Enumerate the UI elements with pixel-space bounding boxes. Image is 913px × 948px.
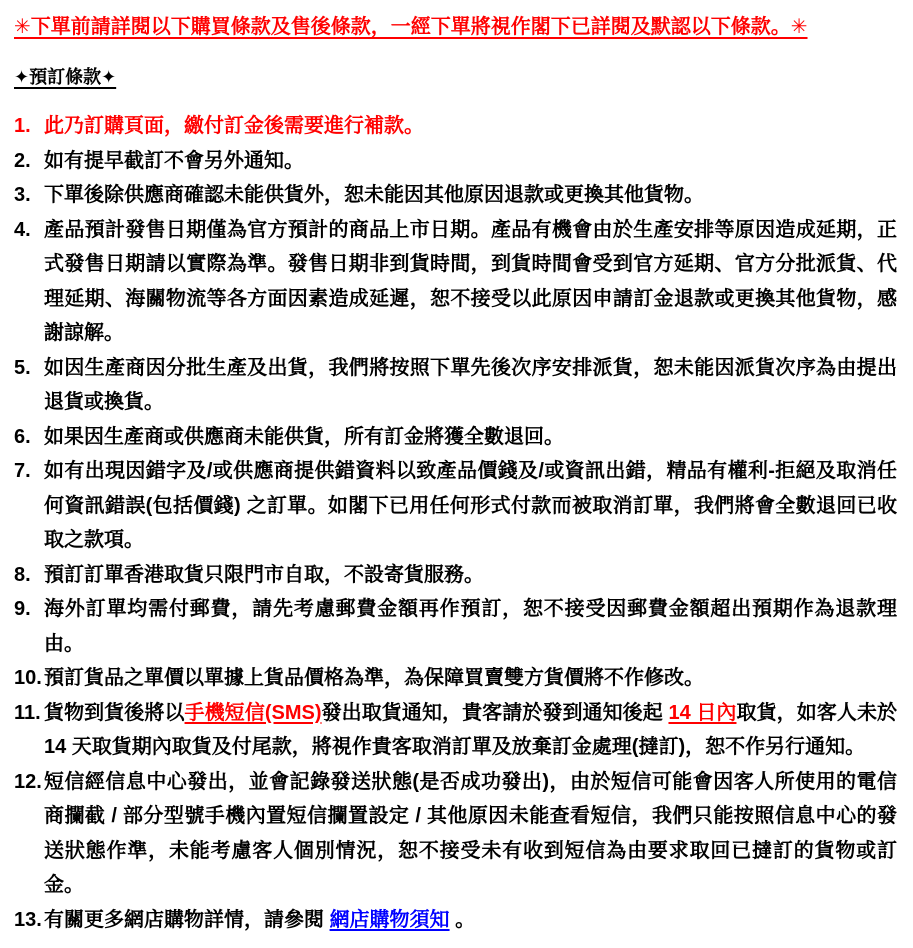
- store-shopping-notice-link[interactable]: 網店購物須知: [329, 908, 450, 931]
- term-text-segment: 預訂訂單香港取貨只限門市自取，不設寄貨服務。: [44, 563, 484, 586]
- term-text: [44, 702, 897, 759]
- term-item-8: [14, 558, 897, 593]
- term-text-segment: 產品預計發售日期僅為官方預計的商品上市日期。產品有機會由於生產安排等原因造成延期，正式發售日期請以實際為準。發售日期非到貨時間，到貨時間會受到官方延期、官方分批派貨、代理延期、海關物流等各方面因素造成延遲，恕不接受以此原因申請訂金退款或更換其他貨物，感謝諒解。: [44, 218, 897, 344]
- term-item-2: [14, 144, 897, 179]
- term-item-3: [14, 178, 897, 213]
- term-item-9: [14, 592, 897, 661]
- term-text: [44, 219, 897, 345]
- term-number: 9.: [14, 598, 31, 620]
- term-number: 2.: [14, 149, 31, 172]
- term-item-4: [14, 213, 897, 351]
- term-text-segment: 此乃訂購頁面，繳付訂金後需要進行補款。: [44, 115, 424, 137]
- term-text: [44, 115, 424, 137]
- term-item-11: [14, 696, 897, 765]
- term-text: [44, 667, 704, 689]
- term-text-segment: 取貨，如客人未於 14 天取貨期內取貨及付尾款，將視作貴客取消訂單及放棄訂金處理(撻訂)，恕不作另行通知。: [44, 701, 898, 758]
- term-text: [44, 357, 897, 414]
- term-text: [44, 564, 484, 586]
- term-text-segment: 發出取貨通知，貴客請於發到通知後起: [321, 701, 669, 724]
- term-item-5: [14, 351, 897, 420]
- term-number: 6.: [14, 425, 31, 448]
- term-text-segment: 如有出現因錯字及/或供應商提供錯資料以致產品價錢及/或資訊出錯，精品有權利-拒絕及取消任何資訊錯誤(包括價錢) 之訂單。如閣下已用任何形式付款而被取消訂單，我們將會全數退回已收取之款項。: [44, 460, 897, 551]
- term-number: 3.: [14, 184, 31, 206]
- term-item-13: [14, 903, 897, 938]
- section-header-preorder-terms: ✦預訂條款✦: [14, 67, 117, 87]
- term-text-segment: 貨物到貨後將以: [44, 701, 185, 724]
- term-text: [44, 150, 304, 172]
- term-number: 12.: [14, 770, 42, 793]
- term-text-segment: 下單後除供應商確認未能供貨外，恕未能因其他原因退款或更換其他貨物。: [44, 184, 704, 206]
- term-item-6: [14, 420, 897, 455]
- term-number: 10.: [14, 667, 42, 689]
- term-text-segment: 短信經信息中心發出，並會記錄發送狀態(是否成功發出)，由於短信可能會因客人所使用的電信商攔截 / 部分型號手機內置短信攔置設定 / 其他原因未能查看短信，我們只能按照信息中心的發送狀態作準，未能考慮客人個別情況，恕不接受未有收到短信為由要求取回已撻訂的貨物或訂金。: [44, 770, 897, 896]
- term-item-7: [14, 454, 897, 558]
- term-number: 4.: [14, 218, 31, 241]
- term-text-segment: 如因生產商因分批生產及出貨，我們將按照下單先後次序安排派貨，恕未能因派貨次序為由提出退貨或換貨。: [44, 356, 897, 413]
- term-text: [44, 771, 897, 897]
- term-text: [44, 426, 564, 448]
- term-number: 7.: [14, 460, 31, 482]
- term-text: [44, 460, 897, 551]
- term-text-segment: 。: [449, 908, 476, 931]
- highlight-red-underline: 14 日內: [668, 701, 737, 724]
- term-number: 13.: [14, 908, 42, 931]
- term-item-1: [14, 109, 897, 144]
- term-text: [44, 598, 897, 655]
- term-text: [44, 184, 704, 206]
- term-text-segment: 有關更多網店購物詳情，請參閱: [44, 908, 330, 931]
- term-number: 1.: [14, 115, 31, 137]
- term-number: 11.: [14, 701, 41, 724]
- terms-list: [14, 109, 897, 937]
- term-text-segment: 如有提早截訂不會另外通知。: [44, 149, 304, 172]
- term-item-12: [14, 765, 897, 903]
- term-number: 8.: [14, 563, 31, 586]
- page-title: ✳下單前請詳閱以下購買條款及售後條款，一經下單將視作閣下已詳閱及默認以下條款。✳: [14, 16, 808, 38]
- term-number: 5.: [14, 356, 31, 379]
- term-text-segment: 預訂貨品之單價以單據上貨品價格為準，為保障買賣雙方貨價將不作修改。: [44, 667, 704, 689]
- term-text-segment: 海外訂單均需付郵費，請先考慮郵費金額再作預訂，恕不接受因郵費金額超出預期作為退款理由。: [44, 598, 897, 655]
- term-text: [44, 909, 475, 931]
- highlight-red-underline: 手機短信(SMS): [184, 701, 322, 724]
- term-text-segment: 如果因生產商或供應商未能供貨，所有訂金將獲全數退回。: [44, 425, 564, 448]
- term-item-10: [14, 661, 897, 696]
